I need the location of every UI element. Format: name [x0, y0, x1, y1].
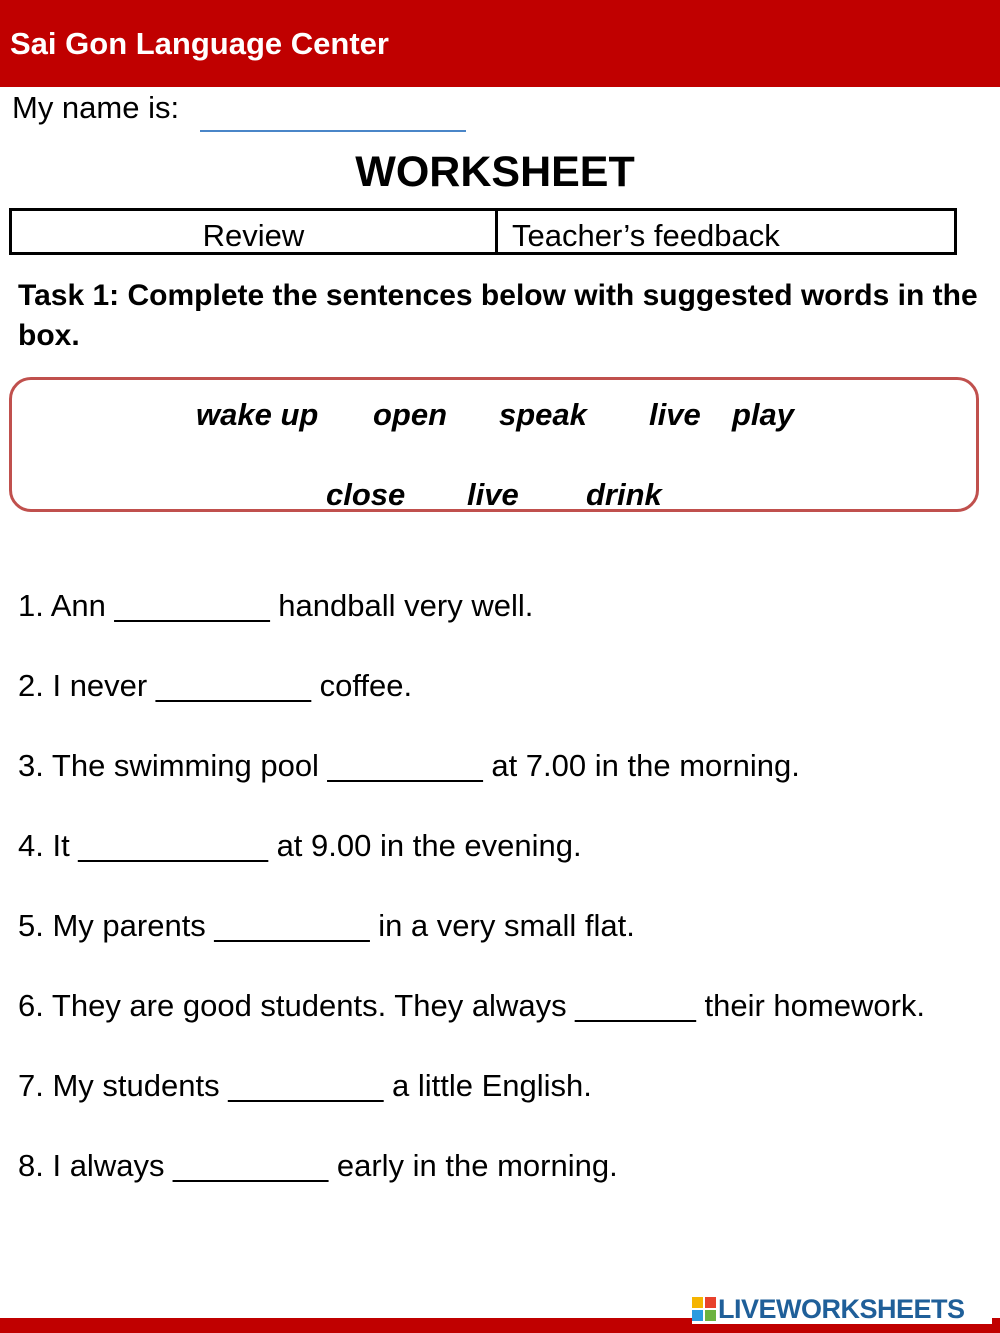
header-bar: [0, 0, 1000, 87]
feedback-table: [9, 208, 957, 255]
sentence-2: 2. I never _________ coffee.: [18, 668, 413, 703]
word-option: speak: [499, 397, 587, 432]
name-input[interactable]: [200, 96, 466, 132]
sentence-7: 7. My students _________ a little English.: [18, 1068, 592, 1103]
word-box: [9, 377, 979, 512]
word-option: live: [467, 477, 519, 512]
logo-text: LIVEWORKSHEETS: [718, 1293, 965, 1324]
word-option: wake up: [196, 397, 319, 432]
word-option: play: [732, 397, 795, 432]
sentence-3: 3. The swimming pool _________ at 7.00 in the morning.: [18, 748, 800, 783]
sentence-6: 6. They are good students. They always _______ their homework.: [18, 988, 926, 1023]
word-option: open: [373, 397, 448, 432]
sentence-4: 4. It ___________ at 9.00 in the evening.: [18, 828, 582, 863]
liveworksheets-logo-icon: [692, 1297, 716, 1321]
center-name: Sai Gon Language Center: [10, 26, 389, 61]
liveworksheets-logo: [692, 1294, 992, 1324]
task-1-instruction: Task 1: Complete the sentences below with suggested words in the box.: [18, 279, 978, 352]
word-option: live: [649, 397, 701, 432]
worksheet-title: WORKSHEET: [355, 148, 635, 196]
word-option: close: [326, 477, 406, 512]
word-option: drink: [586, 477, 662, 512]
teacher-feedback-cell: Teacher’s feedback: [512, 218, 780, 253]
review-cell: Review: [12, 211, 498, 252]
sentence-8: 8. I always _________ early in the morning.: [18, 1148, 618, 1183]
sentence-1: 1. Ann _________ handball very well.: [18, 588, 534, 623]
sentence-5: 5. My parents _________ in a very small flat.: [18, 908, 635, 943]
name-label: My name is:: [12, 90, 180, 125]
